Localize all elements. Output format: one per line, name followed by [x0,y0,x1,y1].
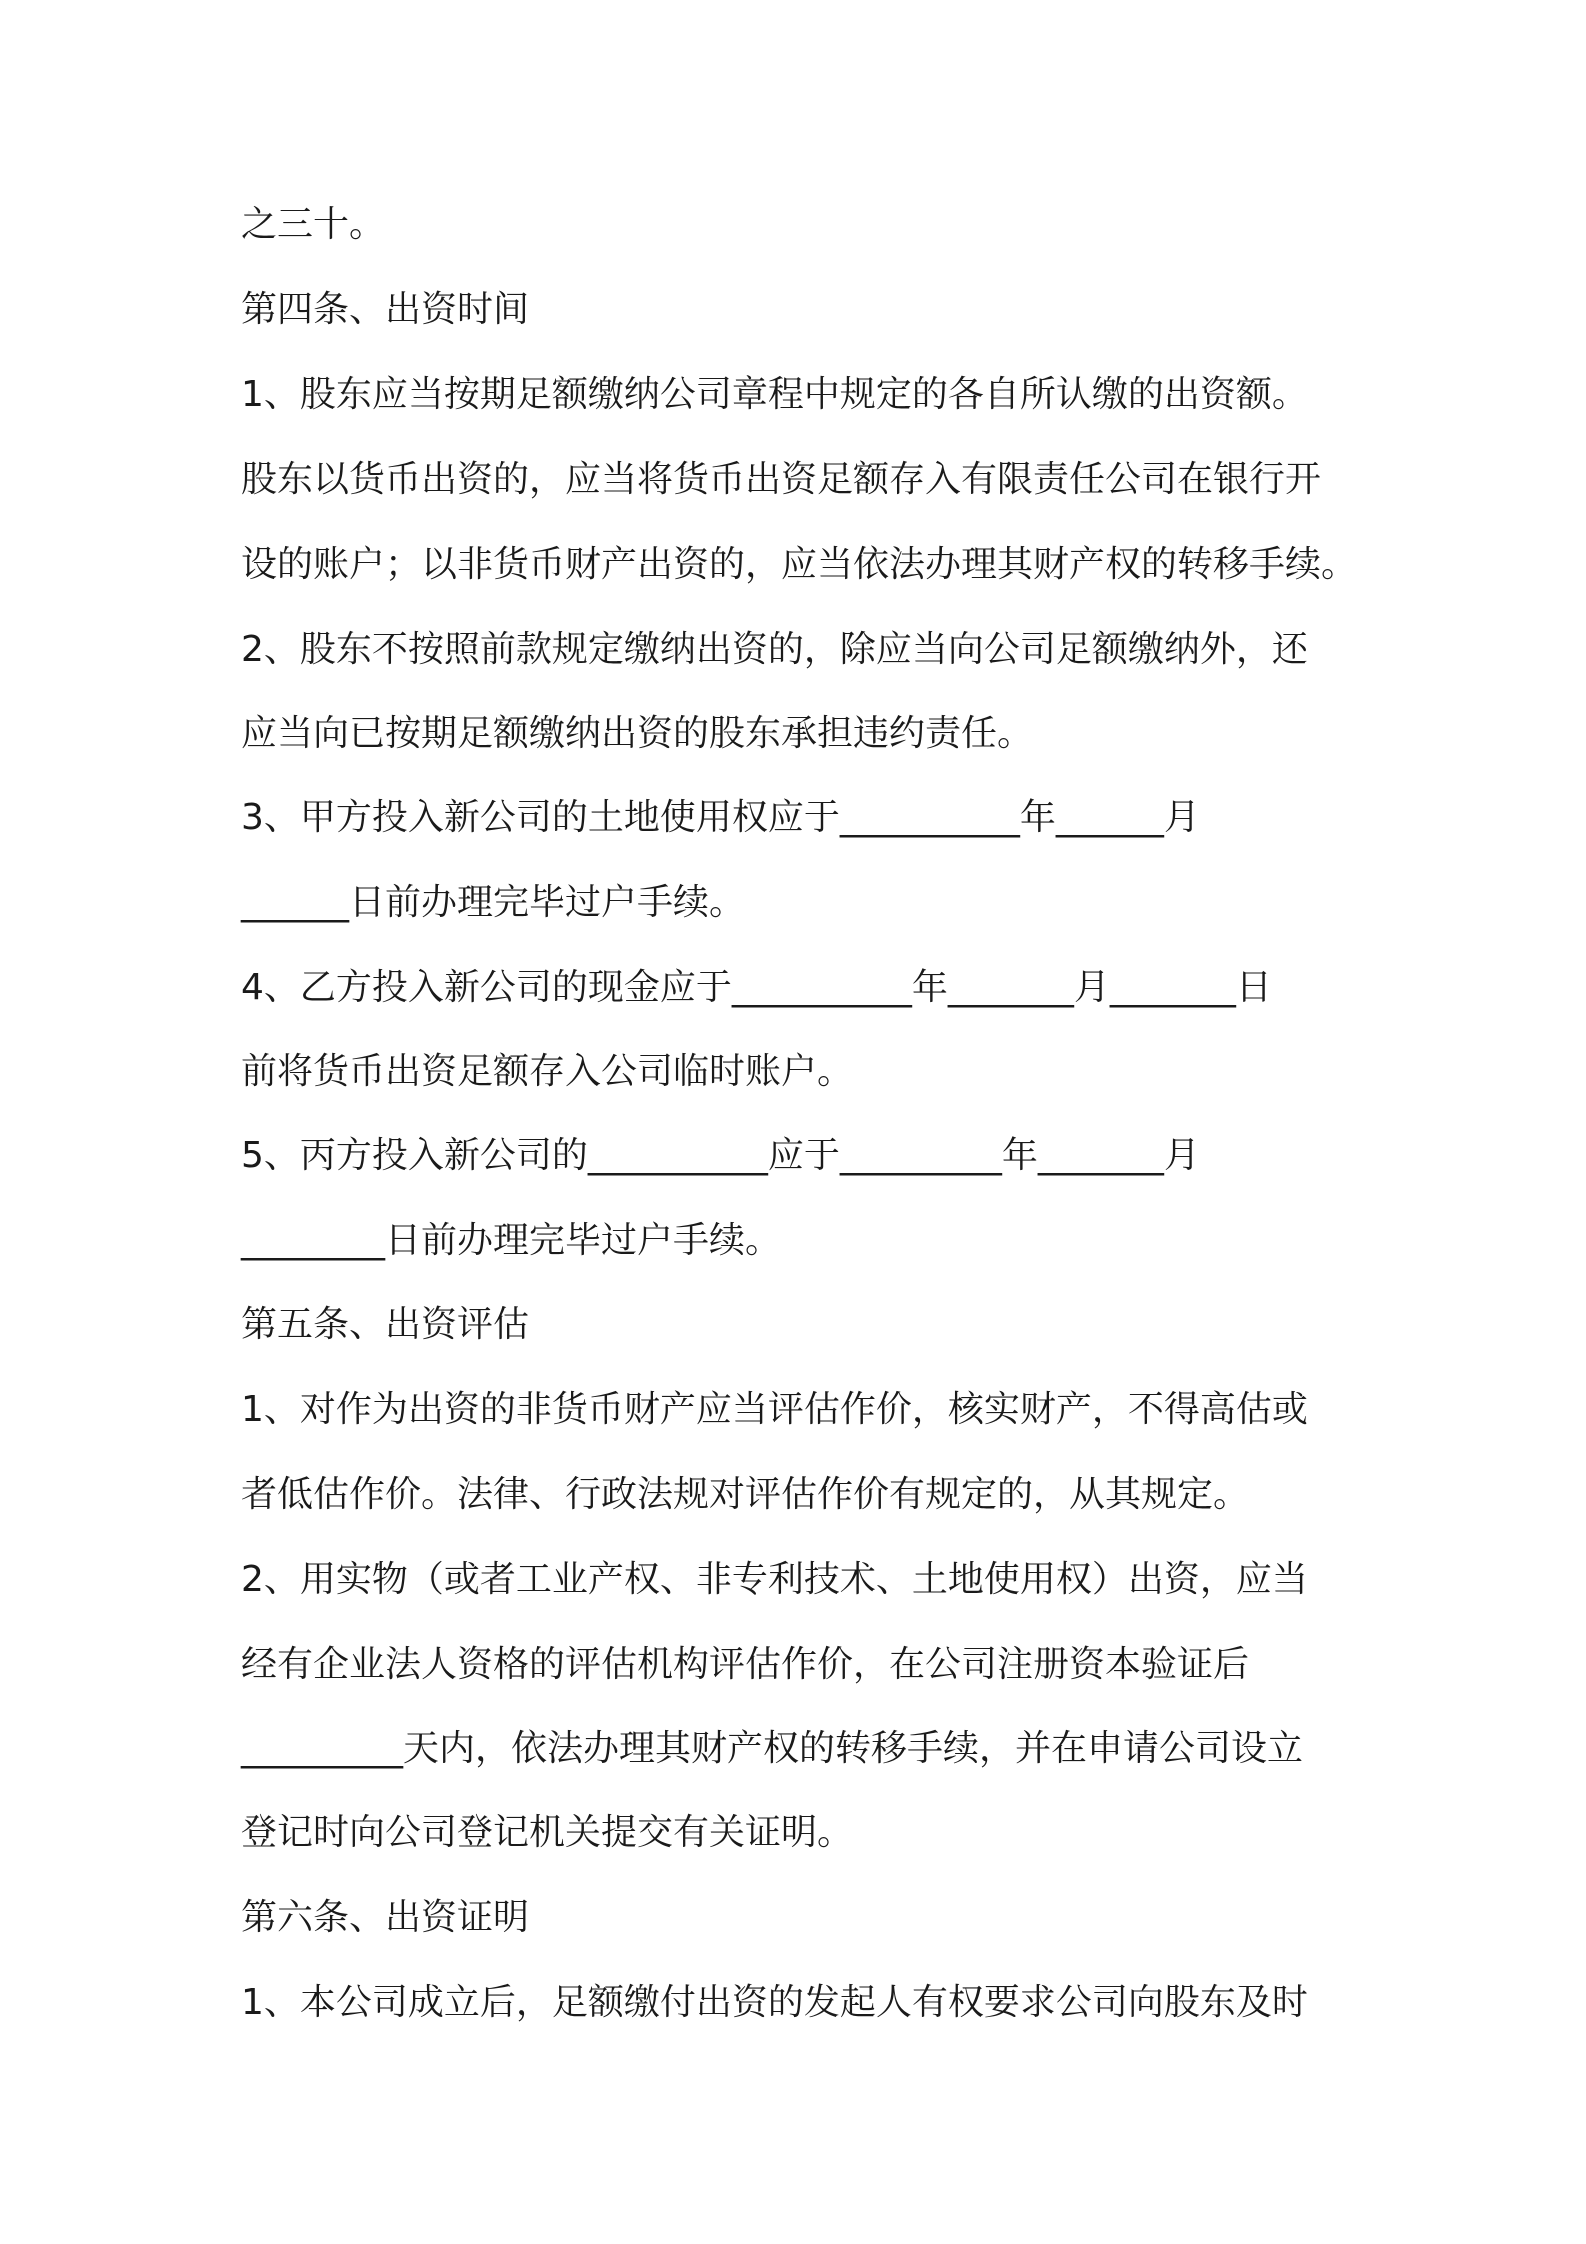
clause-line: 前将货币出资足额存入公司临时账户。 [241,1051,854,1092]
clause-line: 2、用实物（或者工业产权、非专利技术、土地使用权）出资，应当 [241,1559,1308,1600]
clause-line: ________日前办理完毕过户手续。 [241,1220,782,1261]
clause-line: ______日前办理完毕过户手续。 [241,882,746,923]
article-heading: 第六条、出资证明 [241,1897,530,1938]
clause-line: _________天内，依法办理其财产权的转移手续，并在申请公司设立 [241,1728,1304,1769]
clause-line: 1、股东应当按期足额缴纳公司章程中规定的各自所认缴的出资额。 [241,374,1308,415]
paragraph-continuation: 之三十。 [241,204,386,245]
clause-line: 股东以货币出资的，应当将货币出资足额存入有限责任公司在银行开 [241,459,1322,500]
clause-line: 4、乙方投入新公司的现金应于__________年_______月_______日 [241,967,1272,1008]
clause-line: 应当向已按期足额缴纳出资的股东承担违约责任。 [241,713,1034,754]
article-heading: 第五条、出资评估 [241,1304,530,1345]
article-heading: 第四条、出资时间 [241,289,530,330]
clause-line: 1、对作为出资的非货币财产应当评估作价，核实财产，不得高估或 [241,1389,1308,1430]
clause-line: 登记时向公司登记机关提交有关证明。 [241,1812,854,1853]
clause-line: 2、股东不按照前款规定缴纳出资的，除应当向公司足额缴纳外，还 [241,629,1308,670]
clause-line: 设的账户；以非货币财产出资的，应当依法办理其财产权的转移手续。 [241,544,1358,585]
clause-line: 经有企业法人资格的评估机构评估作价，在公司注册资本验证后 [241,1644,1250,1685]
clause-line: 5、丙方投入新公司的__________应于_________年_______月 [241,1135,1200,1176]
clause-line: 3、甲方投入新公司的土地使用权应于__________年______月 [241,797,1200,838]
clause-line: 1、本公司成立后，足额缴付出资的发起人有权要求公司向股东及时 [241,1982,1308,2023]
clause-line: 者低估作价。法律、行政法规对评估作价有规定的，从其规定。 [241,1474,1250,1515]
